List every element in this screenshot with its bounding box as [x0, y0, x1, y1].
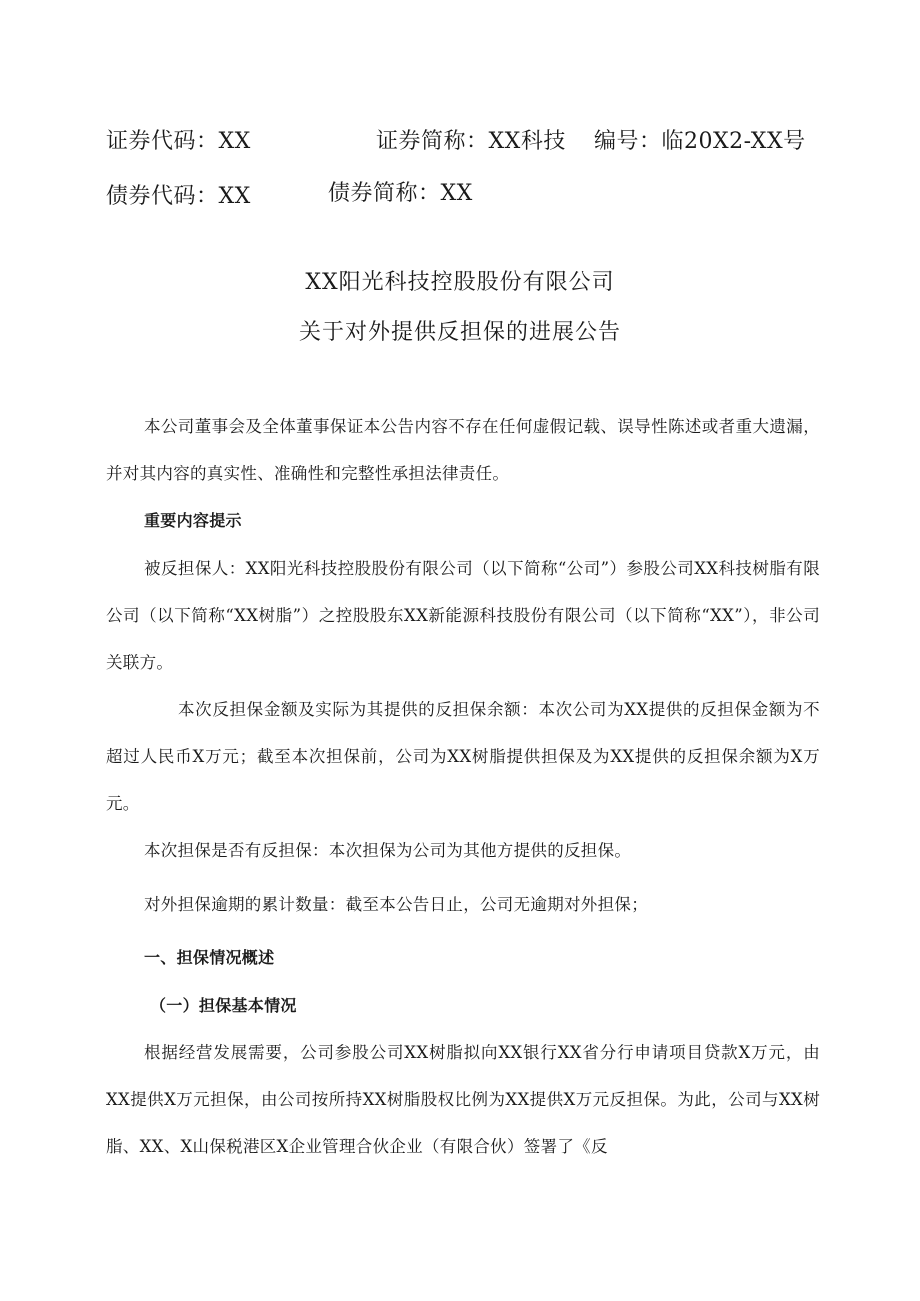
basic-info-paragraph: 根据经营发展需要，公司参股公司XX树脂拟向XX银行XX省分行申请项目贷款X万元，由XX提供X万元担保，由公司按所持XX树脂股权比例为XX提供X万元反担保。为此，公司与XX树脂、XX、X山保税港区X企业管理合伙企业（有限合伙）签署了《反	[106, 1043, 820, 1156]
stock-code: 证券代码：XX	[106, 129, 251, 154]
announcement-number: 编号：临20X2-XX号	[594, 129, 806, 154]
counter-guarantee-paragraph: 本次担保是否有反担保：本次担保为公司为其他方提供的反担保。	[144, 841, 632, 860]
stock-name: 证券简称：XX科技	[376, 129, 566, 154]
overdue-paragraph: 对外担保逾期的累计数量：截至本公告日止，公司无逾期对外担保；	[144, 895, 648, 914]
subsection-1-heading: （一）担保基本情况	[150, 996, 297, 1015]
section-1-heading: 一、担保情况概述	[144, 948, 275, 967]
highlights-heading: 重要内容提示	[144, 511, 242, 530]
board-statement: 本公司董事会及全体董事保证本公告内容不存在任何虚假记载、误导性陈述或者重大遗漏，并对其内容的真实性、准确性和完整性承担法律责任。	[106, 417, 820, 483]
company-title: XX阳光科技控股股份有限公司	[305, 270, 615, 295]
bond-name: 债券简称：XX	[328, 181, 473, 206]
bond-code: 债券代码：XX	[106, 184, 251, 209]
announcement-title: 关于对外提供反担保的进展公告	[298, 320, 621, 345]
guarantee-amount-paragraph: 本次反担保金额及实际为其提供的反担保余额：本次公司为XX提供的反担保金额为不超过人民币X万元；截至本次担保前，公司为XX树脂提供担保及为XX提供的反担保余额为X万元。	[106, 700, 820, 813]
guaranteed-party-paragraph: 被反担保人：XX阳光科技控股股份有限公司（以下简称“公司”）参股公司XX科技树脂有限公司（以下简称“XX树脂”）之控股股东XX新能源科技股份有限公司（以下简称“XX”），非公司关联方。	[106, 559, 820, 672]
